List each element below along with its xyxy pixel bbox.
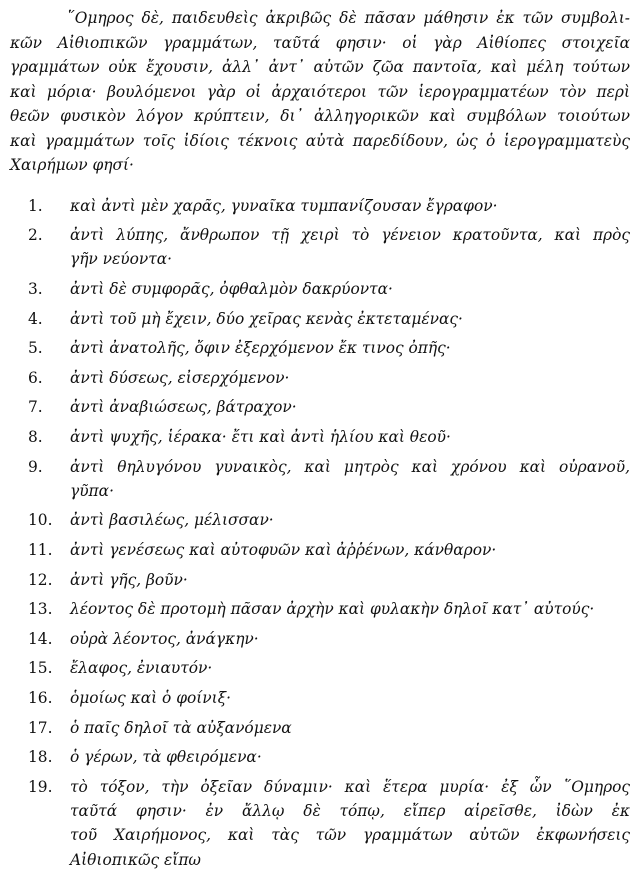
intro-line: γραμμάτων οὐκ ἔχουσιν, ἀλλ᾿ ἀντ᾿ αὐτῶν ζῶα παντοῖα, καὶ μέλη τούτων [10, 58, 630, 76]
item-line: ταῦτά φησιν· ἐν ἄλλῳ δὲ τόπῳ, εἴπερ αἱρεῖσθε, ἰδὼν ἐκ [70, 802, 630, 821]
list-item [10, 745, 632, 769]
item-line: Αἰθιοπικῶς εἴπω [70, 850, 201, 869]
item-text [70, 455, 632, 504]
item-number: 3. [28, 279, 43, 298]
item-text [70, 307, 632, 331]
item-line: λέοντος δὲ προτομὴ πᾶσαν ἀρχὴν καὶ φυλακὴν δηλοῖ κατ᾿ αὐτούς· [70, 600, 595, 619]
list-item [10, 775, 632, 872]
item-line: ἀντὶ ψυχῆς, ἱέρακα· ἔτι καὶ ἀντὶ ἡλίου καὶ θεοῦ· [70, 427, 451, 446]
item-number: 6. [28, 368, 43, 387]
item-text [70, 597, 632, 621]
item-line: ἀντὶ θηλυγόνου γυναικὸς, καὶ μητρὸς καὶ χρόνου καὶ οὐρανοῦ, [70, 457, 630, 476]
intro-line: καὶ γραμμάτων τοῖς ἰδίοις τέκνοις αὐτὰ παρεδίδουν, ὡς ὁ ἱερογραμματεὺς [10, 131, 630, 150]
hieroglyph-list [10, 194, 632, 872]
item-number: 15. [28, 659, 53, 678]
item-text [70, 627, 632, 651]
item-number: 19. [28, 777, 53, 796]
item-text [70, 716, 632, 740]
list-item [10, 307, 632, 331]
item-text [70, 686, 632, 710]
list-item [10, 194, 632, 218]
item-number: 14. [28, 629, 53, 648]
item-line: ὁμοίως καὶ ὁ φοίνιξ· [70, 689, 232, 707]
list-item [10, 538, 632, 562]
item-text [70, 366, 632, 390]
intro-line: θεῶν φυσικὸν λόγον κρύπτειν, δι᾿ ἀλληγορικῶν καὶ συμβόλων τοιούτων [10, 107, 630, 125]
list-item [10, 455, 632, 504]
item-number: 7. [28, 398, 43, 417]
item-line: γῦπα· [70, 481, 114, 500]
item-number: 18. [28, 748, 53, 767]
list-item [10, 223, 632, 272]
item-text [70, 194, 632, 218]
item-number: 5. [28, 339, 43, 358]
item-line: ἀντὶ δὲ συμφορᾶς, ὀφθαλμὸν δακρύοντα· [70, 279, 393, 298]
list-item [10, 336, 632, 360]
list-item [10, 656, 632, 680]
item-number: 2. [28, 226, 43, 245]
item-number: 13. [28, 600, 53, 619]
item-text [70, 775, 632, 872]
item-number: 16. [28, 689, 53, 707]
item-text [70, 425, 632, 449]
item-line: ἀντὶ λύπης, ἄνθρωπον τῇ χειρὶ τὸ γένειον κρατοῦντα, καὶ πρὸς [70, 226, 630, 245]
intro-line: κῶν Αἰθιοπικῶν γραμμάτων, ταῦτά φησιν· οἱ γὰρ Αἰθίοπες στοιχεῖα [10, 33, 630, 52]
item-line: ὁ παῖς δηλοῖ τὰ αὐξανόμενα [70, 718, 292, 737]
item-line: ἀντὶ γενέσεως καὶ αὐτοφυῶν καὶ ἀῤῥένων, κάνθαρον· [70, 541, 497, 560]
item-text [70, 568, 632, 592]
item-number: 8. [28, 427, 43, 446]
item-number: 9. [28, 457, 43, 476]
item-number: 17. [28, 718, 53, 737]
item-number: 10. [28, 511, 53, 530]
list-item [10, 366, 632, 390]
item-line: καὶ ἀντὶ μὲν χαρᾶς, γυναῖκα τυμπανίζουσαν ἔγραφον· [70, 196, 498, 215]
item-line: ἀντὶ βασιλέως, μέλισσαν· [70, 511, 274, 530]
item-text [70, 277, 632, 301]
intro-line: Χαιρήμων φησί· [10, 156, 134, 174]
list-item [10, 425, 632, 449]
item-number: 4. [28, 309, 43, 328]
list-item [10, 395, 632, 419]
list-item [10, 627, 632, 651]
item-text [70, 336, 632, 360]
item-number: 11. [28, 541, 53, 560]
list-item [10, 568, 632, 592]
item-line: ὁ γέρων, τὰ φθειρόμενα· [70, 748, 262, 767]
intro-paragraph [10, 6, 632, 178]
intro-line: καὶ μόρια· βουλόμενοι γὰρ οἱ ἀρχαιότεροι τῶν ἱερογραμματέων τὸν περὶ [10, 82, 630, 101]
intro-line: ῞Ομηρος δὲ, παιδευθεὶς ἀκριβῶς δὲ πᾶσαν μάθησιν ἐκ τῶν συμβολι- [67, 9, 630, 27]
item-line: ἀντὶ ἀναβιώσεως, βάτραχον· [70, 398, 297, 417]
item-text [70, 656, 632, 680]
item-line: ἀντὶ δύσεως, εἰσερχόμενον· [70, 368, 290, 387]
item-number: 1. [28, 196, 43, 215]
item-text [70, 223, 632, 272]
item-line: ἀντὶ γῆς, βοῦν· [70, 570, 188, 589]
item-text [70, 508, 632, 532]
item-number: 12. [28, 570, 53, 589]
list-item [10, 277, 632, 301]
item-text [70, 745, 632, 769]
item-line: γῆν νεύοντα· [70, 250, 173, 269]
list-item [10, 686, 632, 710]
item-line: ἀντὶ τοῦ μὴ ἔχειν, δύο χεῖρας κενὰς ἐκτεταμένας· [70, 309, 463, 328]
item-line: τὸ τόξον, τὴν ὀξεῖαν δύναμιν· καὶ ἕτερα μυρία· ἐξ ὧν ῞Ομηρος [70, 777, 630, 796]
list-item [10, 716, 632, 740]
item-line: ἀντὶ ἀνατολῆς, ὄφιν ἐξερχόμενον ἔκ τινος ὀπῆς· [70, 339, 451, 358]
item-text [70, 395, 632, 419]
item-line: οὐρὰ λέοντος, ἀνάγκην· [70, 629, 259, 648]
item-line: τοῦ Χαιρήμονος, καὶ τὰς τῶν γραμμάτων αὐτῶν ἐκφωνήσεις [70, 826, 630, 845]
list-item [10, 508, 632, 532]
item-line: ἔλαφος, ἐνιαυτόν· [70, 659, 213, 678]
item-text [70, 538, 632, 562]
list-item [10, 597, 632, 621]
